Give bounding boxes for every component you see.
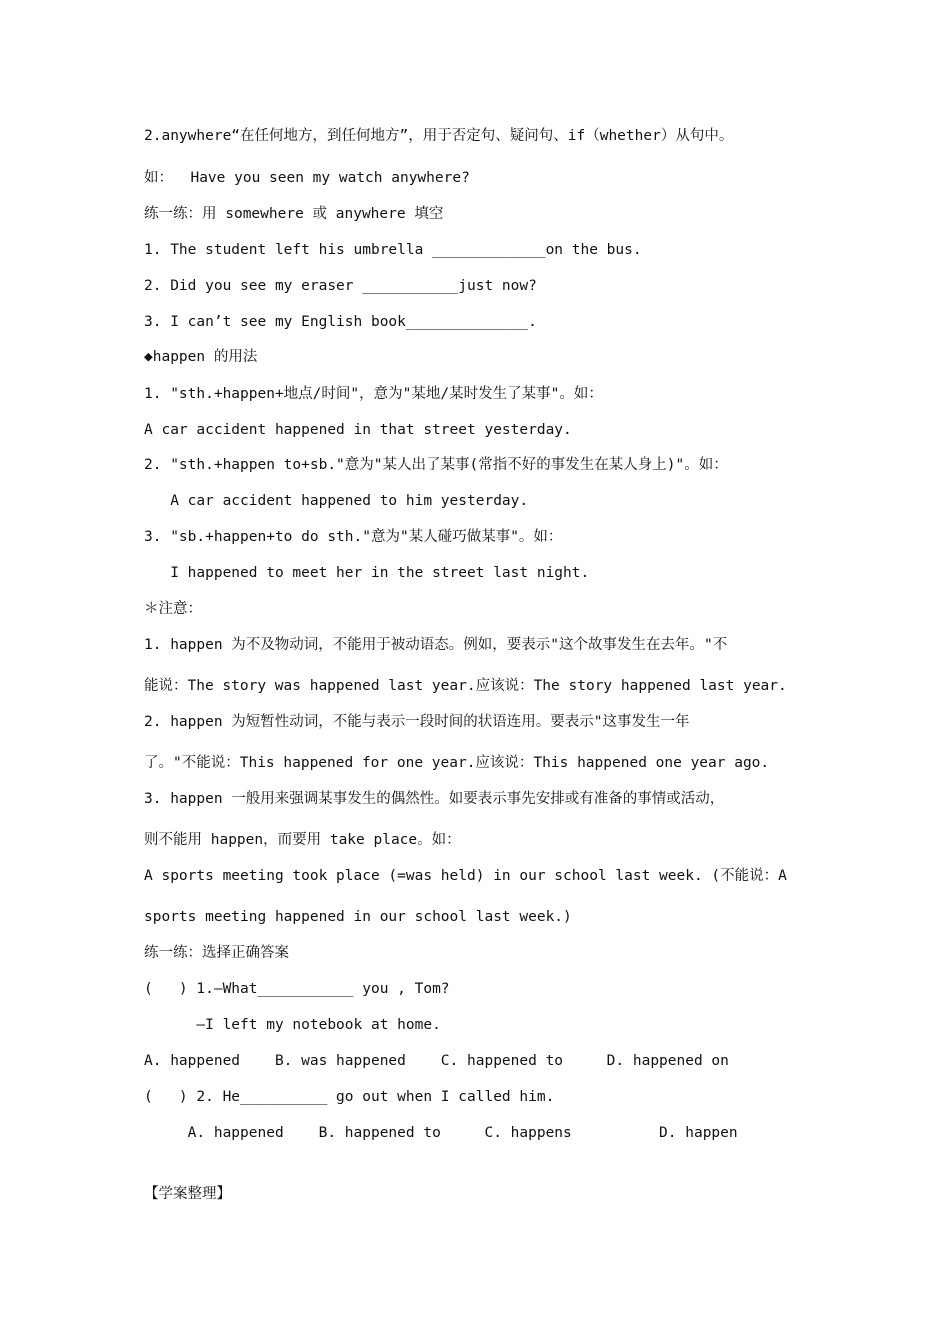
happen-usage-heading: ◆happen 的用法: [144, 349, 258, 365]
note-1-line-1: 1. happen 为不及物动词，不能用于被动语态。例如，要表示"这个故事发生在去年。"不: [144, 637, 728, 653]
choice-question-1-reply: —I left my notebook at home.: [144, 1017, 441, 1033]
usage-rule-3: 3. "sb.+happen+to do sth."意为"某人碰巧做某事"。如：: [144, 529, 563, 545]
note-3-example-line-2: sports meeting happened in our school last week.): [144, 909, 572, 925]
usage-rule-3-example: I happened to meet her in the street last night.: [144, 565, 590, 581]
note-2-line-2: 了。"不能说：This happened for one year.应该说：This happened one year ago.: [144, 755, 770, 771]
anywhere-definition: 2.anywhere“在任何地方，到任何地方”，用于否定句、疑问句、if（whether）从句中。: [144, 128, 734, 144]
exercise-heading-fill-blank: 练一练：用 somewhere 或 anywhere 填空: [144, 206, 444, 222]
note-heading: ＊注意：: [144, 601, 202, 617]
choice-question-2-options: A. happened B. happened to C. happens D. happen: [144, 1125, 738, 1141]
anywhere-example: 如： Have you seen my watch anywhere?: [144, 170, 470, 186]
fill-blank-question-3: 3. I can’t see my English book______________.: [144, 314, 537, 330]
note-1-line-2: 能说：The story was happened last year.应该说：The story happened last year.: [144, 678, 787, 694]
fill-blank-question-2: 2. Did you see my eraser ___________just now?: [144, 278, 537, 294]
section-heading-summary: 【学案整理】: [144, 1186, 231, 1202]
note-3-line-2: 则不能用 happen，而要用 take place。如：: [144, 832, 461, 848]
usage-rule-1-example: A car accident happened in that street yesterday.: [144, 422, 572, 438]
fill-blank-question-1: 1. The student left his umbrella _____________on the bus.: [144, 242, 642, 258]
choice-question-2: ( ) 2. He__________ go out when I called him.: [144, 1089, 555, 1105]
note-3-line-1: 3. happen 一般用来强调某事发生的偶然性。如要表示事先安排或有准备的事情或活动，: [144, 791, 725, 807]
note-2-line-1: 2. happen 为短暂性动词，不能与表示一段时间的状语连用。要表示"这事发生一年: [144, 714, 690, 730]
usage-rule-2: 2. "sth.+happen to+sb."意为"某人出了某事(常指不好的事发生在某人身上)"。如：: [144, 457, 728, 473]
note-3-example-line-1: A sports meeting took place (=was held) in our school last week. (不能说：A: [144, 868, 787, 884]
choice-question-1-options: A. happened B. was happened C. happened to D. happened on: [144, 1053, 729, 1069]
exercise-heading-choice: 练一练：选择正确答案: [144, 945, 289, 961]
usage-rule-1: 1. "sth.+happen+地点/时间"，意为"某地/某时发生了某事"。如：: [144, 386, 603, 402]
usage-rule-2-example: A car accident happened to him yesterday.: [144, 493, 529, 509]
choice-question-1: ( ) 1.—What___________ you , Tom?: [144, 981, 450, 997]
